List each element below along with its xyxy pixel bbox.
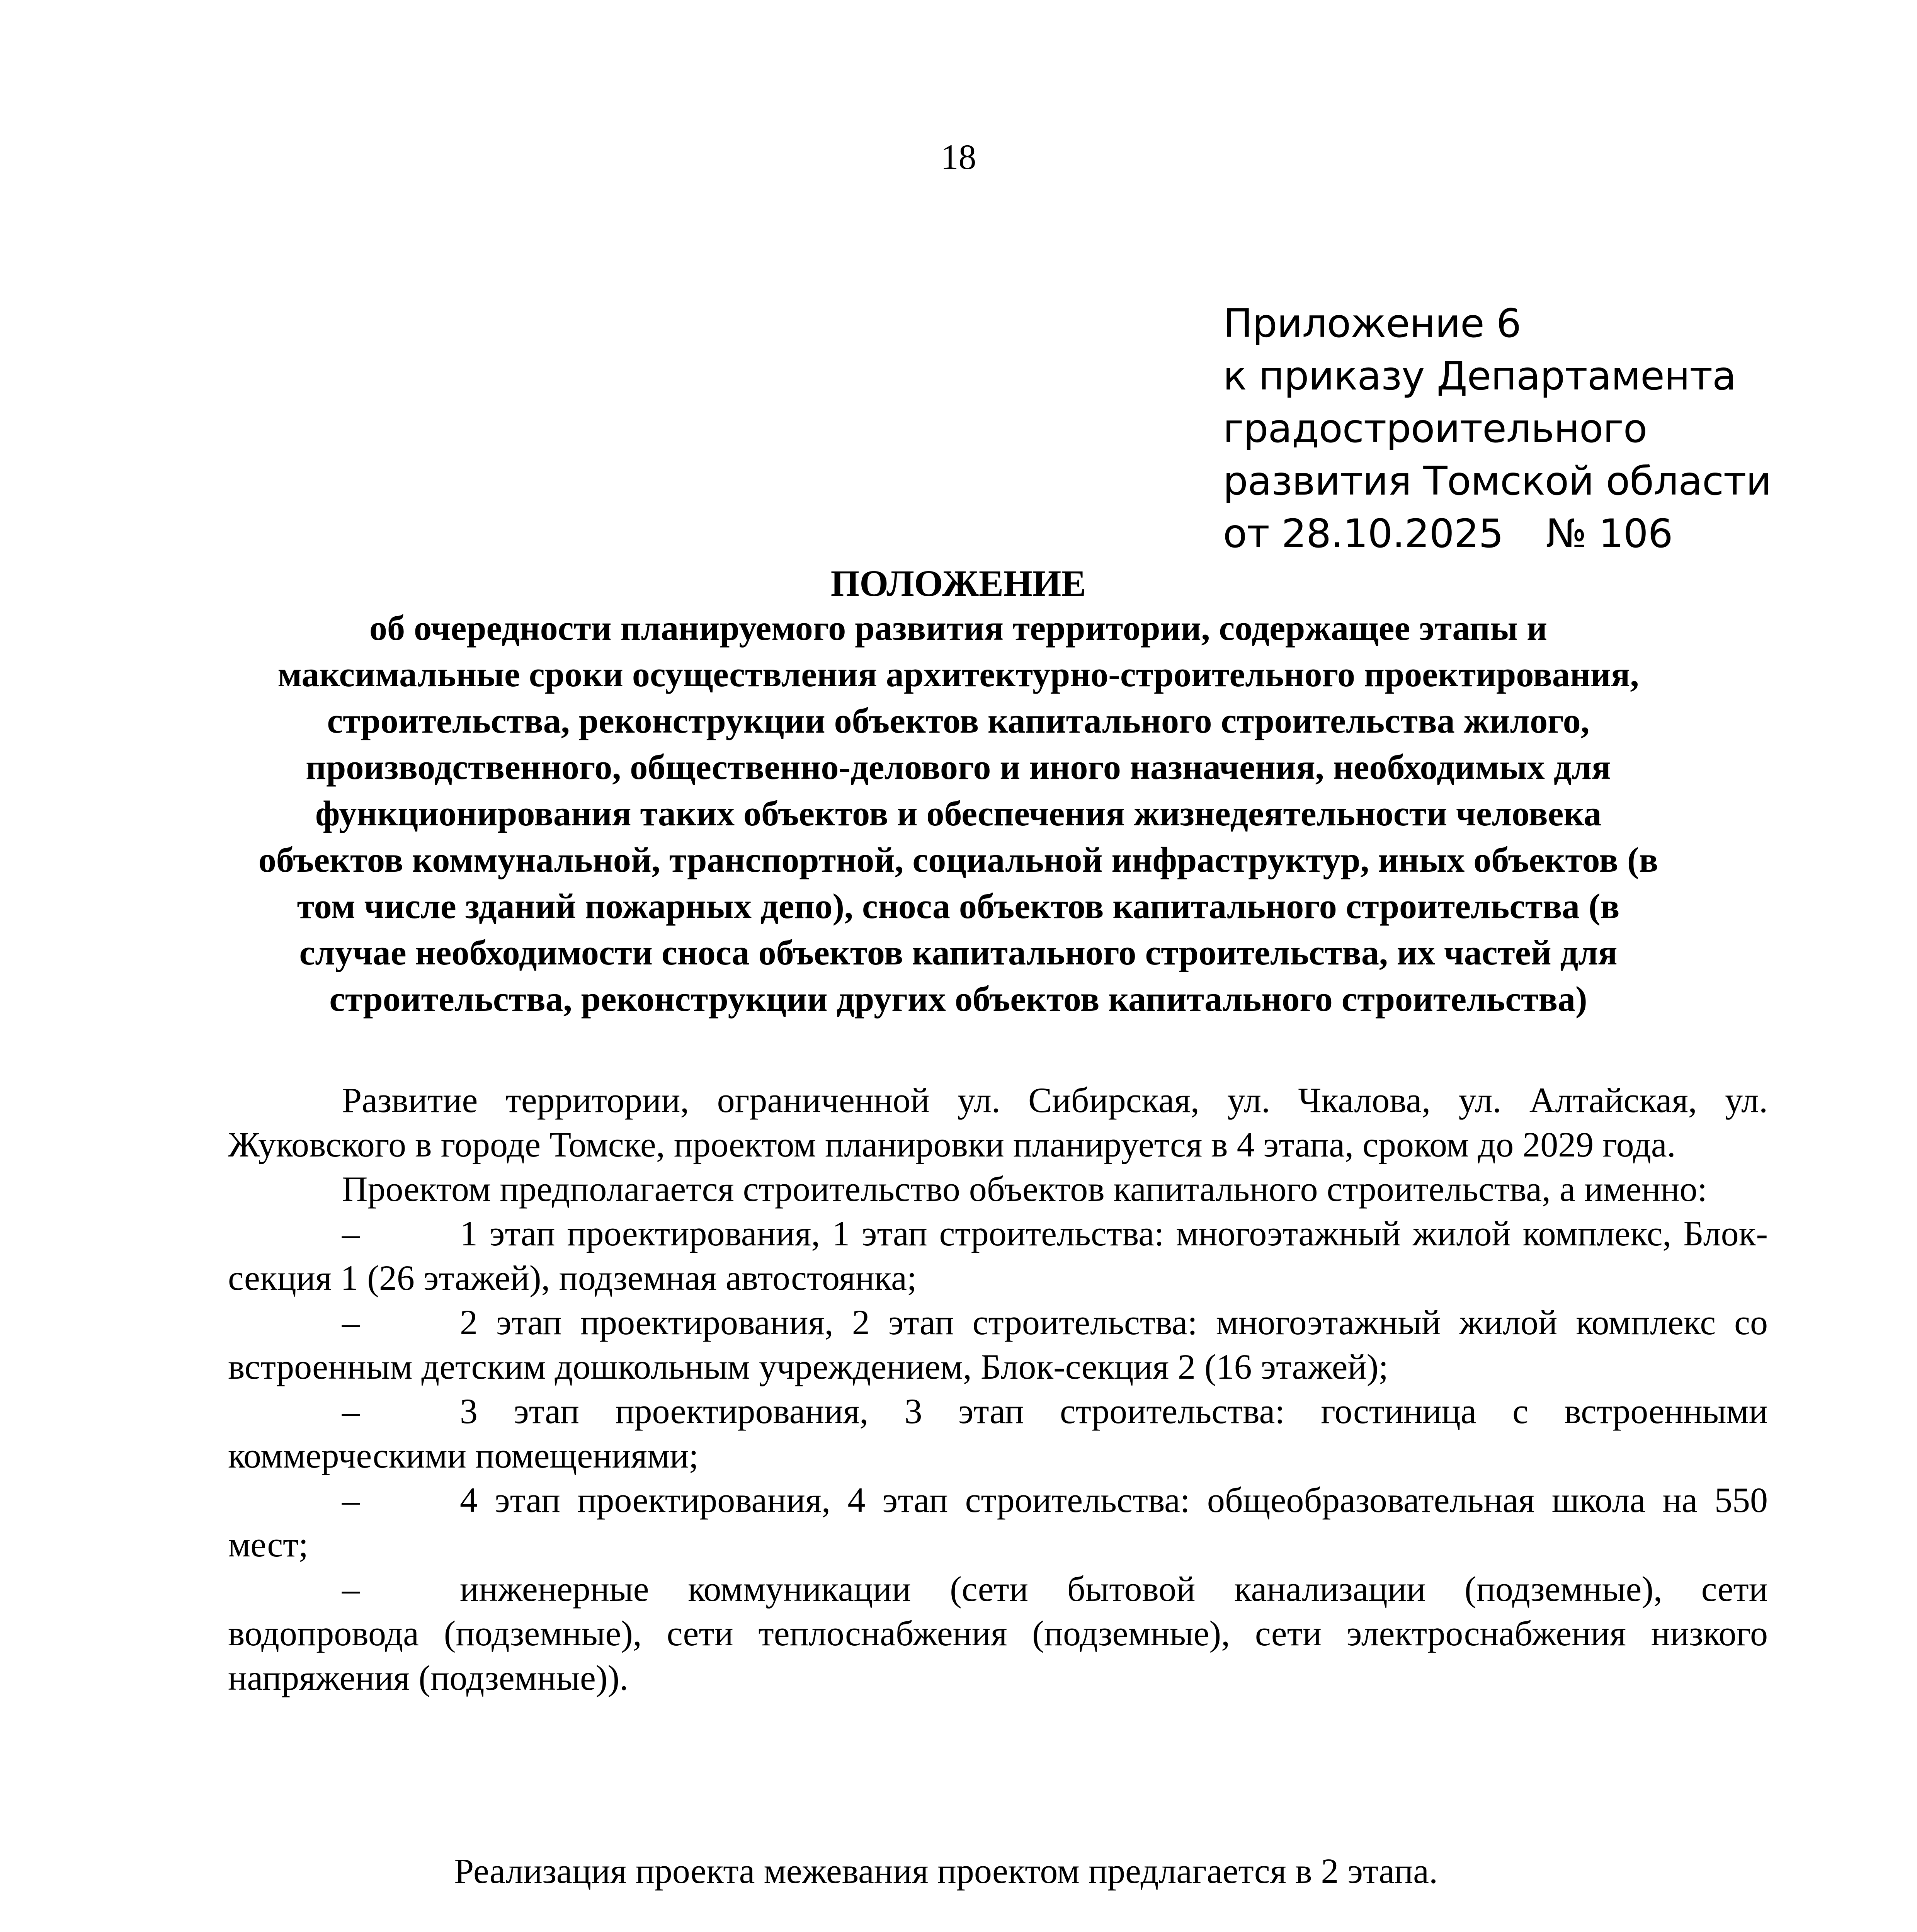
subtitle-line: строительства, реконструкции объектов капитального строительства жилого, bbox=[327, 701, 1590, 740]
final-paragraph: Реализация проекта межевания проектом предлагается в 2 этапа. bbox=[454, 1851, 1438, 1891]
appendix-line-1: Приложение 6 bbox=[1223, 301, 1521, 347]
list-dash: – bbox=[342, 1569, 360, 1609]
appendix-line-3: градостроительного bbox=[1223, 406, 1647, 452]
list-item-text: инженерные коммуникации (сети бытовой канализации (подземные), сети водопровода (подземные), сети теплоснабжения (подземные), сети электроснабжения низкого напряжения (подземные)). bbox=[228, 1569, 1768, 1697]
list-item bbox=[228, 1389, 1768, 1478]
list-dash: – bbox=[342, 1214, 360, 1253]
appendix-line-4: развития Томской области bbox=[1223, 458, 1771, 504]
list-item bbox=[228, 1211, 1768, 1300]
document-title: ПОЛОЖЕНИЕ bbox=[830, 563, 1086, 604]
subtitle-line: случае необходимости сноса объектов капитального строительства, их частей для bbox=[299, 933, 1618, 972]
list-item bbox=[228, 1478, 1768, 1567]
appendix-number: № 106 bbox=[1546, 511, 1673, 557]
list-item bbox=[228, 1567, 1768, 1700]
subtitle-line: том числе зданий пожарных депо), сноса объектов капитального строительства (в bbox=[297, 886, 1620, 926]
subtitle-line: максимальные сроки осуществления архитектурно-строительного проектирования, bbox=[277, 655, 1639, 694]
document-subtitle bbox=[216, 605, 1700, 1022]
list-item-text: 3 этап проектирования, 3 этап строительства: гостиница с встроенными коммерческими помещениями; bbox=[228, 1391, 1768, 1475]
list-item-text: 1 этап проектирования, 1 этап строительства: многоэтажный жилой комплекс, Блок-секция 1 (26 этажей), подземная автостоянка; bbox=[228, 1214, 1768, 1298]
subtitle-line: объектов коммунальной, транспортной, социальной инфраструктур, иных объектов (в bbox=[258, 840, 1658, 879]
list-item bbox=[228, 1300, 1768, 1389]
subtitle-line: производственного, общественно-делового и иного назначения, необходимых для bbox=[306, 747, 1611, 787]
appendix-date-line bbox=[1223, 508, 1841, 560]
list-dash: – bbox=[342, 1480, 360, 1520]
subtitle-line: функционирования таких объектов и обеспечения жизнедеятельности человека bbox=[315, 794, 1602, 833]
subtitle-line: об очередности планируемого развития территории, содержащее этапы и bbox=[369, 608, 1548, 648]
appendix-date: от 28.10.2025 bbox=[1223, 511, 1504, 557]
body-paragraph-1: Развитие территории, ограниченной ул. Сибирская, ул. Чкалова, ул. Алтайская, ул. Жуковского в городе Томске, проектом планировки планируется в 4 этапа, сроком до 2029 года. bbox=[228, 1080, 1768, 1164]
list-item-text: 2 этап проектирования, 2 этап строительства: многоэтажный жилой комплекс со встроенным детским дошкольным учреждением, Блок-секция 2 (16 этажей); bbox=[228, 1303, 1768, 1386]
subtitle-line: строительства, реконструкции других объектов капитального строительства) bbox=[329, 979, 1587, 1019]
document-title-block bbox=[216, 562, 1700, 1022]
appendix-line-2: к приказу Департамента bbox=[1223, 353, 1736, 399]
appendix-block bbox=[1223, 298, 1841, 560]
list-item-text: 4 этап проектирования, 4 этап строительства: общеобразовательная школа на 550 мест; bbox=[228, 1480, 1768, 1564]
list-dash: – bbox=[342, 1391, 360, 1431]
document-body bbox=[228, 1078, 1768, 1700]
body-paragraph-2: Проектом предполагается строительство объектов капитального строительства, а именно: bbox=[342, 1169, 1708, 1209]
list-dash: – bbox=[342, 1303, 360, 1342]
page-number: 18 bbox=[941, 137, 976, 177]
